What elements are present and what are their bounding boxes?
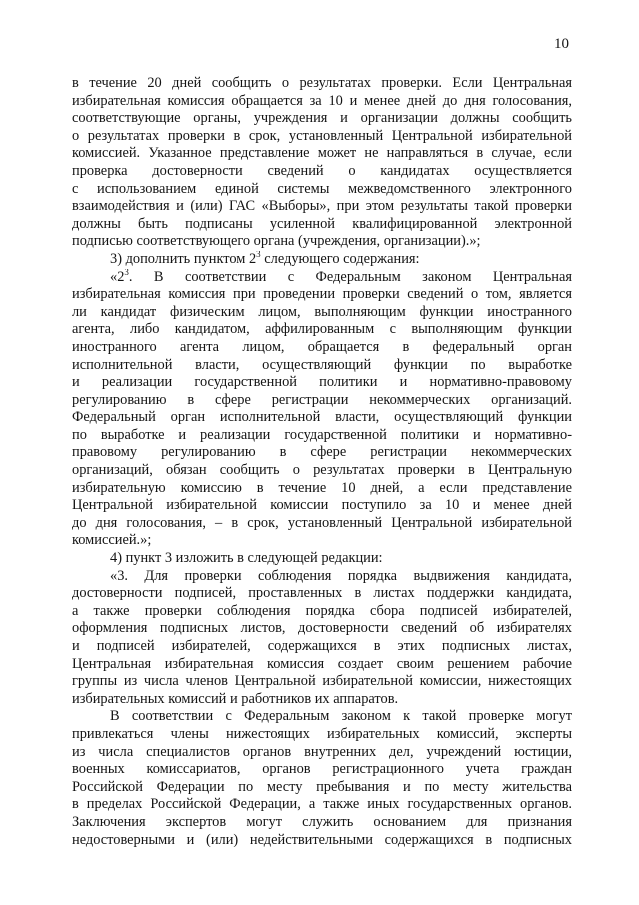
- text-line: правовому регулированию в сфере регистрации некоммерческих: [72, 444, 572, 461]
- text-line: В соответствии с Федеральным законом к такой проверке могут: [110, 708, 572, 725]
- text-line: взаимодействия и (или) ГАС «Выборы», при этом результаты такой проверки: [72, 198, 572, 215]
- text-line: в течение 20 дней сообщить о результатах проверки. Если Центральная: [72, 75, 572, 91]
- text-line: регулированию в сфере регистрации некоммерческих организаций.: [72, 391, 572, 408]
- text-line: Центральной избирательной комиссии поступило за 10 и менее дней: [72, 497, 572, 514]
- text-line: агента, либо кандидатом, аффилированным с выполняющим функции: [72, 321, 572, 338]
- document-body: [72, 75, 572, 849]
- text-line: а также проверки соблюдения порядка сбора подписей избирателей,: [72, 602, 572, 619]
- text-line: [72, 251, 572, 269]
- text-line: избирательных комиссий и работников их аппаратов.: [72, 690, 399, 707]
- text-line: достоверности подписей, проставленных в листах поддержки кандидата,: [72, 585, 572, 602]
- text-line: в пределах Российской Федерации, а также иных государственных органов.: [72, 796, 572, 813]
- text-line: 4) пункт 3 изложить в следующей редакции:: [110, 550, 383, 567]
- text-line: Центральная избирательная комиссия создает своим решением рабочие: [72, 655, 572, 672]
- text-line: соответствующие органы, учреждения и организации должны сообщить: [72, 110, 572, 127]
- text-segment: . В соответствии с Федеральным законом Центральная: [128, 268, 572, 285]
- superscript: 3: [124, 268, 129, 277]
- text-line: с использованием единой системы межведомственного электронного: [72, 180, 572, 197]
- text-line: «3. Для проверки соблюдения порядка выдвижения кандидата,: [110, 567, 572, 584]
- text-line: организаций, обязан сообщить о результатах проверки в Центральную: [72, 462, 572, 479]
- text-line: избирательную комиссию в течение 10 дней, а если представление: [72, 479, 572, 496]
- text-line: ли кандидат физическим лицом, выполняющим функции иностранного: [72, 303, 572, 320]
- text-line: Российской Федерации по месту пребывания и по месту жительства: [72, 778, 572, 795]
- text-segment: «2: [110, 268, 125, 285]
- text-line: группы из числа членов Центральной избирательной комиссии, нижестоящих: [72, 673, 572, 690]
- text-segment: следующего содержания:: [260, 250, 420, 267]
- text-line: исполнительной власти, осуществляющий функции по выработке: [72, 356, 572, 373]
- text-segment: 3) дополнить пунктом 2: [110, 250, 257, 267]
- text-line: комиссией.»;: [72, 532, 152, 549]
- text-line: [72, 269, 572, 287]
- text-line: по выработке и реализации государственной политики и нормативно-: [72, 426, 572, 443]
- text-line: и подписей избирателей, содержащихся в этих подписных листах,: [72, 638, 572, 654]
- text-line: Федеральный орган исполнительной власти, осуществляющий функции: [72, 409, 572, 426]
- text-line: из числа специалистов органов внутренних дел, учреждений юстиции,: [72, 743, 572, 760]
- text-line: должны быть подписаны усиленной квалифицированной электронной: [72, 215, 572, 232]
- text-line: проверка достоверности сведений о кандидатах осуществляется: [72, 162, 572, 179]
- text-line: комиссией. Указанное представление может не направляться в случае, если: [72, 145, 572, 162]
- text-line: оформления подписных листов, достоверности сведений об избирателях: [72, 620, 572, 637]
- text-line: подписью соответствующего органа (учреждения, организации).»;: [72, 233, 481, 250]
- text-line: и реализации государственной политики и нормативно-правовому: [72, 374, 572, 391]
- text-line: привлекаться члены нижестоящих избирательных комиссий, эксперты: [72, 725, 572, 742]
- text-line: недостоверными и (или) недействительными содержащихся в подписных: [72, 831, 572, 848]
- text-line: избирательная комиссия обращается за 10 и менее дней до дня голосования,: [72, 92, 572, 109]
- text-line: до дня голосования, – в срок, установленный Центральной избирательной: [72, 514, 572, 531]
- superscript: 3: [256, 250, 261, 259]
- text-line: военных комиссариатов, органов регистрационного учета граждан: [72, 761, 572, 778]
- page-number: 10: [554, 36, 569, 52]
- text-line: Заключения экспертов могут служить основанием для признания: [72, 813, 572, 830]
- text-line: избирательная комиссия при проведении проверки сведений о том, является: [72, 286, 572, 303]
- text-line: о результатах проверки в срок, установленный Центральной избирательной: [72, 127, 572, 144]
- text-line: иностранного агента лицом, обращается в федеральный орган: [72, 338, 572, 355]
